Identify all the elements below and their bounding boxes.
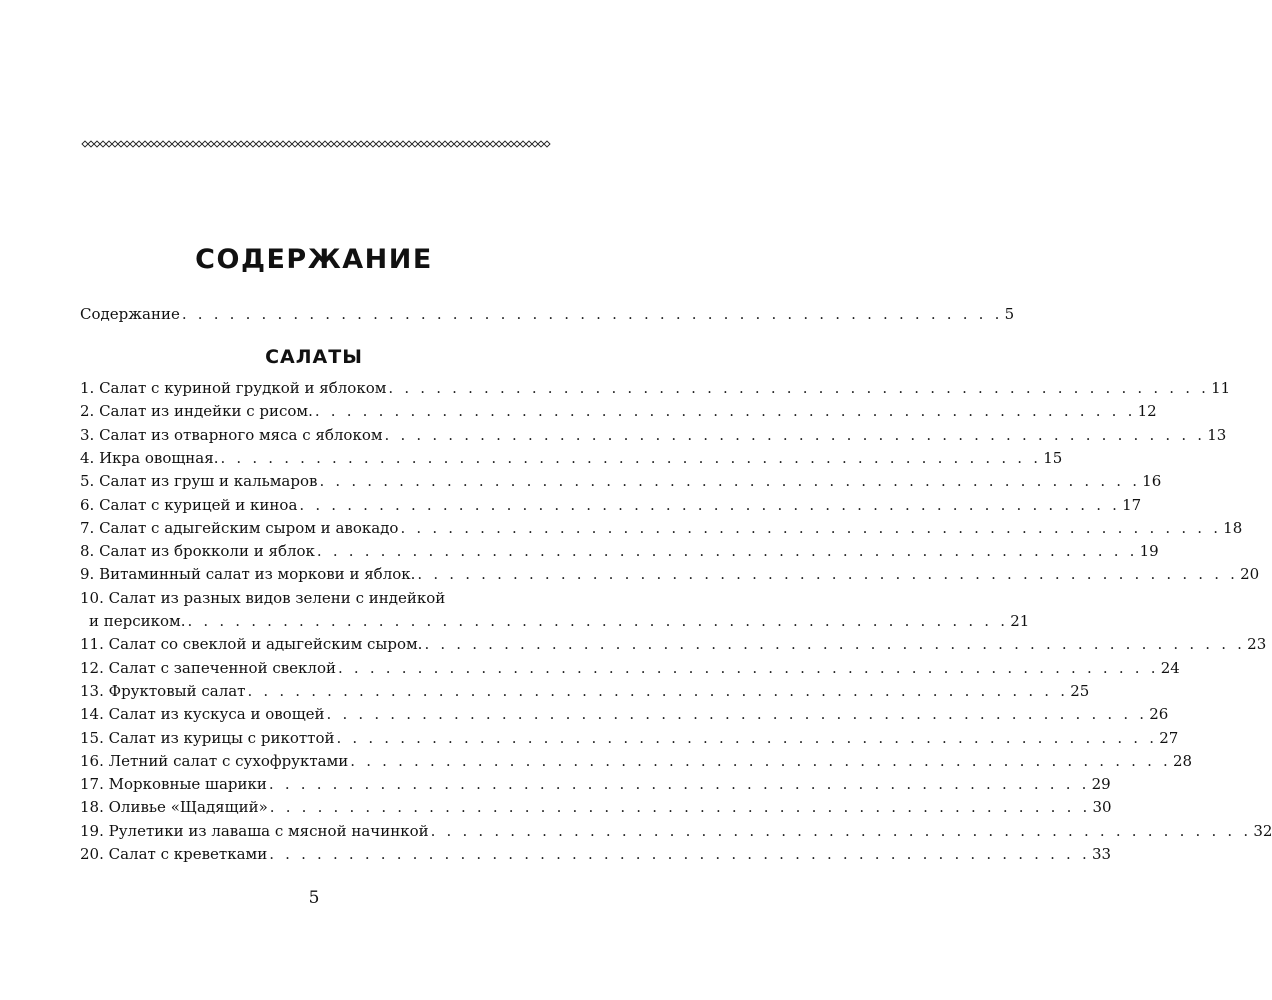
toc-entry[interactable] (80, 494, 1142, 517)
toc-entry[interactable] (80, 563, 1260, 586)
toc-entry-label: 4. Икра овощная. (80, 448, 219, 467)
toc-entry-label: 9. Витаминный салат из моркови и яблок. (80, 565, 416, 584)
toc-entry-label: 8. Салат из брокколи и яблок (80, 542, 315, 561)
toc-entry-page: 17 (1122, 495, 1142, 514)
toc-entry-page: 33 (1091, 845, 1112, 863)
toc-entry[interactable] (80, 750, 1193, 773)
toc-entry-label: 20. Салат с креветками (80, 845, 268, 863)
toc-entry[interactable] (80, 703, 1169, 726)
toc-entry[interactable] (80, 820, 1272, 843)
leader-dots: . . . . . . . . . . . . . . . . . . . . . . . . . . . . . . . . . . . . . . . . . . . . . . . . . . . . (299, 495, 1121, 514)
page-number: 5 (308, 888, 320, 908)
toc-entry[interactable] (80, 377, 1231, 400)
toc-entry-page: 5 (1004, 305, 1015, 323)
toc-entry-label: 5. Салат из груш и кальмаров (80, 472, 318, 491)
toc-entry-page: 26 (1149, 705, 1169, 724)
leader-dots: . . . . . . . . . . . . . . . . . . . . . . . . . . . . . . . . . . . . . . . . . . . . . . . . . . . . (187, 612, 1009, 630)
page-title: СОДЕРЖАНИЕ (195, 244, 433, 275)
toc-entry-page: 19 (1139, 542, 1159, 561)
toc-entry-page: 16 (1142, 472, 1162, 491)
section-heading: САЛАТЫ (265, 346, 363, 368)
toc-entry[interactable] (80, 447, 1063, 470)
toc-entry-label: 15. Салат из курицы с рикоттой (80, 728, 335, 747)
toc-entry-label: 7. Салат с адыгейским сыром и авокадо (80, 518, 399, 537)
toc-entry[interactable] (80, 587, 548, 610)
leader-dots: . . . . . . . . . . . . . . . . . . . . . . . . . . . . . . . . . . . . . . . . . . . . . . . . . . . . (326, 705, 1148, 724)
leader-dots: . . . . . . . . . . . . . . . . . . . . . . . . . . . . . . . . . . . . . . . . . . . . . . . . . . . . (181, 305, 1003, 323)
toc-entry-label: 1. Салат с куриной грудкой и яблоком (80, 379, 387, 397)
toc-entry-continuation[interactable] (80, 610, 1030, 633)
toc-entry-page: 13 (1207, 425, 1227, 444)
leader-dots: . . . . . . . . . . . . . . . . . . . . . . . . . . . . . . . . . . . . . . . . . . . . . . . . . . . . (384, 425, 1206, 444)
toc-entry-label: 2. Салат из индейки с рисом. (80, 402, 313, 421)
leader-dots: . . . . . . . . . . . . . . . . . . . . . . . . . . . . . . . . . . . . . . . . . . . . . . . . . . . . (400, 518, 1222, 537)
toc-entry[interactable] (80, 727, 1179, 750)
toc-entry-label: 11. Салат со свеклой и адыгейским сыром. (80, 635, 423, 654)
toc-entry-page: 32 (1253, 821, 1272, 840)
toc-entry-page: 11 (1211, 379, 1231, 397)
toc-entry-label: 16. Летний салат с сухофруктами (80, 751, 349, 770)
toc-entry[interactable] (80, 657, 1180, 680)
toc-entry-label: 3. Салат из отварного мяса с яблоком (80, 425, 383, 444)
toc-entry-contents[interactable] (80, 303, 1015, 326)
table-of-contents (80, 0, 1272, 1000)
toc-entry-label: 17. Морковные шарики (80, 775, 267, 794)
toc-entry[interactable] (80, 470, 1162, 493)
toc-entry-page: 12 (1137, 402, 1157, 421)
toc-entry[interactable] (80, 400, 1157, 423)
toc-entry[interactable] (80, 773, 1111, 796)
toc-entry-label: 6. Салат с курицей и киноа (80, 495, 298, 514)
toc-entry[interactable] (80, 843, 1112, 866)
toc-entry[interactable] (80, 680, 1090, 703)
leader-dots: . . . . . . . . . . . . . . . . . . . . . . . . . . . . . . . . . . . . . . . . . . . . . . . . . . . . (316, 542, 1138, 561)
leader-dots: . . . . . . . . . . . . . . . . . . . . . . . . . . . . . . . . . . . . . . . . . . . . . . . . . . . . (336, 728, 1158, 747)
toc-entry-page: 29 (1091, 775, 1111, 794)
leader-dots: . . . . . . . . . . . . . . . . . . . . . . . . . . . . . . . . . . . . . . . . . . . . . . . . . . . . (430, 821, 1252, 840)
toc-entry-page: 15 (1043, 448, 1063, 467)
toc-entry[interactable] (80, 540, 1159, 563)
leader-dots: . . . . . . . . . . . . . . . . . . . . . . . . . . . . . . . . . . . . . . . . . . . . . . . . . . . . (388, 379, 1210, 397)
toc-entry-label: 12. Салат с запеченной свеклой (80, 658, 336, 677)
leader-dots: . . . . . . . . . . . . . . . . . . . . . . . . . . . . . . . . . . . . . . . . . . . . . . . . . . . . (268, 775, 1090, 794)
toc-entry-page: 28 (1173, 751, 1193, 770)
toc-entry-label: 19. Рулетики из лаваша с мясной начинкой (80, 821, 429, 840)
toc-entry[interactable] (80, 796, 1112, 819)
toc-entry[interactable] (80, 424, 1227, 447)
toc-entry-page: 25 (1070, 681, 1090, 700)
toc-entry-label: 14. Салат из кускуса и овощей (80, 705, 325, 724)
leader-dots: . . . . . . . . . . . . . . . . . . . . . . . . . . . . . . . . . . . . . . . . . . . . . . . . . . . . (269, 845, 1090, 863)
toc-entry-page: 30 (1092, 798, 1112, 817)
leader-dots: . . . . . . . . . . . . . . . . . . . . . . . . . . . . . . . . . . . . . . . . . . . . . . . . . . . . (220, 448, 1042, 467)
toc-entry[interactable] (80, 633, 1267, 656)
toc-entry-page: 23 (1247, 635, 1267, 654)
toc-entry-page: 20 (1240, 565, 1260, 584)
toc-entry[interactable] (80, 517, 1243, 540)
toc-entry-page: 18 (1223, 518, 1243, 537)
leader-dots: . . . . . . . . . . . . . . . . . . . . . . . . . . . . . . . . . . . . . . . . . . . . . . . . . . . . (319, 472, 1141, 491)
toc-entry-page: 27 (1159, 728, 1179, 747)
leader-dots: . . . . . . . . . . . . . . . . . . . . . . . . . . . . . . . . . . . . . . . . . . . . . . . . . . . . (314, 402, 1136, 421)
toc-entry-page: 24 (1160, 658, 1180, 677)
toc-entry-page: 21 (1010, 612, 1030, 630)
toc-entry-label: 10. Салат из разных видов зелени с индейкой (80, 588, 446, 607)
leader-dots: . . . . . . . . . . . . . . . . . . . . . . . . . . . . . . . . . . . . . . . . . . . . . . . . . . . . (424, 635, 1246, 654)
toc-entry-label-continuation: и персиком. (89, 612, 186, 630)
leader-dots: . . . . . . . . . . . . . . . . . . . . . . . . . . . . . . . . . . . . . . . . . . . . . . . . . . . . (338, 658, 1159, 677)
leader-dots: . . . . . . . . . . . . . . . . . . . . . . . . . . . . . . . . . . . . . . . . . . . . . . . . . . . . (350, 751, 1172, 770)
leader-dots: . . . . . . . . . . . . . . . . . . . . . . . . . . . . . . . . . . . . . . . . . . . . . . . . . . . . (247, 681, 1069, 700)
leader-dots: . . . . . . . . . . . . . . . . . . . . . . . . . . . . . . . . . . . . . . . . . . . . . . . . . . . . (269, 798, 1091, 817)
toc-entry-label: Содержание (80, 305, 180, 323)
toc-entry-label: 18. Оливье «Щадящий» (80, 798, 268, 817)
leader-dots: . . . . . . . . . . . . . . . . . . . . . . . . . . . . . . . . . . . . . . . . . . . . . . . . . . . . (417, 565, 1239, 584)
toc-entry-label: 13. Фруктовый салат (80, 681, 246, 700)
